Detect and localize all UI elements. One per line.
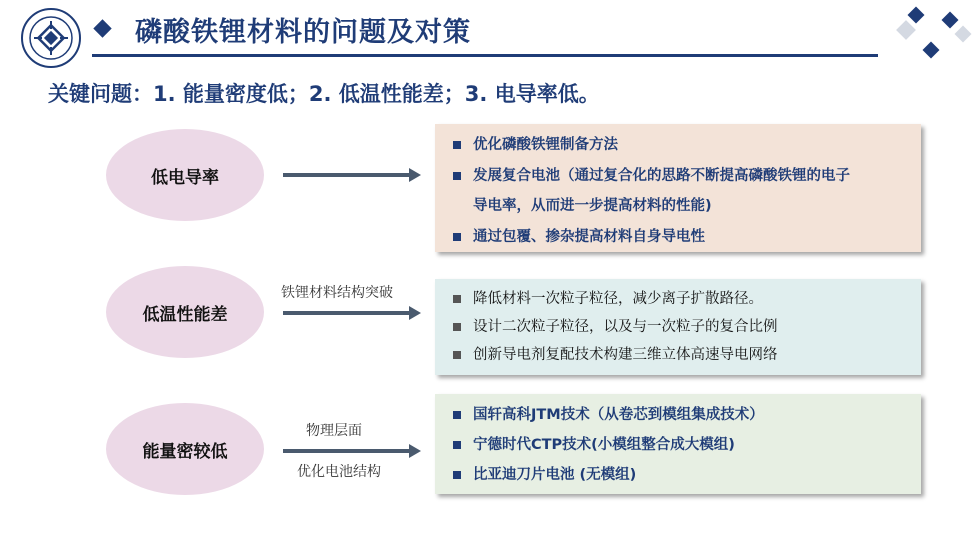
solution-text: 创新导电剂复配技术构建三维立体高速导电网络 (473, 347, 778, 363)
solution-text: 降低材料一次粒子粒径，减少离子扩散路径。 (473, 291, 763, 307)
solution-box-energy-density (435, 394, 921, 494)
arrow-right-icon (283, 168, 421, 182)
solution-text: 导电率，从而进一步提高材料的性能) (473, 198, 712, 214)
square-bullet-icon (453, 233, 461, 241)
title-bullet-icon (93, 19, 111, 37)
solution-text: 通过包覆、掺杂提高材料自身导电性 (473, 228, 705, 245)
solution-box-conductivity (435, 124, 921, 252)
solution-text: 宁德时代CTP技术(小模组整合成大模组) (473, 437, 735, 453)
decor-diamond-icon (942, 12, 959, 29)
arrow-note: 物理层面 (306, 423, 362, 439)
decor-diamond-icon (908, 7, 925, 24)
square-bullet-icon (453, 471, 461, 479)
issue-label: 能量密较低 (142, 441, 228, 462)
solution-text: 发展复合电池（通过复合化的思路不断提高磷酸铁锂的电子 (473, 167, 850, 184)
list-item (445, 285, 905, 313)
list-item (445, 130, 905, 161)
square-bullet-icon (453, 351, 461, 359)
solution-list (445, 400, 905, 490)
square-bullet-icon (453, 172, 461, 180)
arrow-note: 铁锂材料结构突破 (281, 285, 393, 301)
page-title: 磷酸铁锂材料的问题及对策 (135, 17, 471, 48)
issue-label: 低温性能差 (142, 304, 228, 325)
list-item (445, 400, 905, 430)
solution-list (445, 285, 905, 369)
issue-oval-energy-density (106, 403, 264, 495)
issue-oval-low-temperature (106, 266, 264, 358)
solution-text: 设计二次粒子粒径，以及与一次粒子的复合比例 (473, 319, 778, 335)
list-item (445, 161, 905, 192)
arrow-right-icon (283, 306, 421, 320)
square-bullet-icon (453, 441, 461, 449)
list-item (445, 313, 905, 341)
university-logo-icon (20, 7, 82, 69)
list-item (445, 460, 905, 490)
square-bullet-icon (453, 141, 461, 149)
key-issues-heading: 关键问题：1. 能量密度低；2. 低温性能差；3. 电导率低。 (48, 82, 600, 106)
solution-text: 优化磷酸铁锂制备方法 (473, 137, 618, 153)
solution-text: 国轩高科JTM技术（从卷芯到模组集成技术） (473, 407, 764, 423)
decor-diamond-icon (955, 26, 972, 43)
issue-label: 低电导率 (151, 167, 219, 188)
square-bullet-icon (453, 411, 461, 419)
list-item (445, 222, 905, 253)
solution-box-low-temperature (435, 279, 921, 375)
list-item (445, 191, 905, 222)
decor-diamond-icon (923, 42, 940, 59)
decor-diamond-icon (896, 20, 916, 40)
square-bullet-icon (453, 323, 461, 331)
list-item (445, 430, 905, 460)
solution-list (445, 130, 905, 252)
arrow-note: 优化电池结构 (297, 464, 381, 480)
title-underline (92, 54, 878, 57)
square-bullet-icon (453, 295, 461, 303)
solution-text: 比亚迪刀片电池 (无模组) (473, 467, 637, 483)
issue-oval-conductivity (106, 129, 264, 221)
list-item (445, 341, 905, 369)
arrow-right-icon (283, 444, 421, 458)
